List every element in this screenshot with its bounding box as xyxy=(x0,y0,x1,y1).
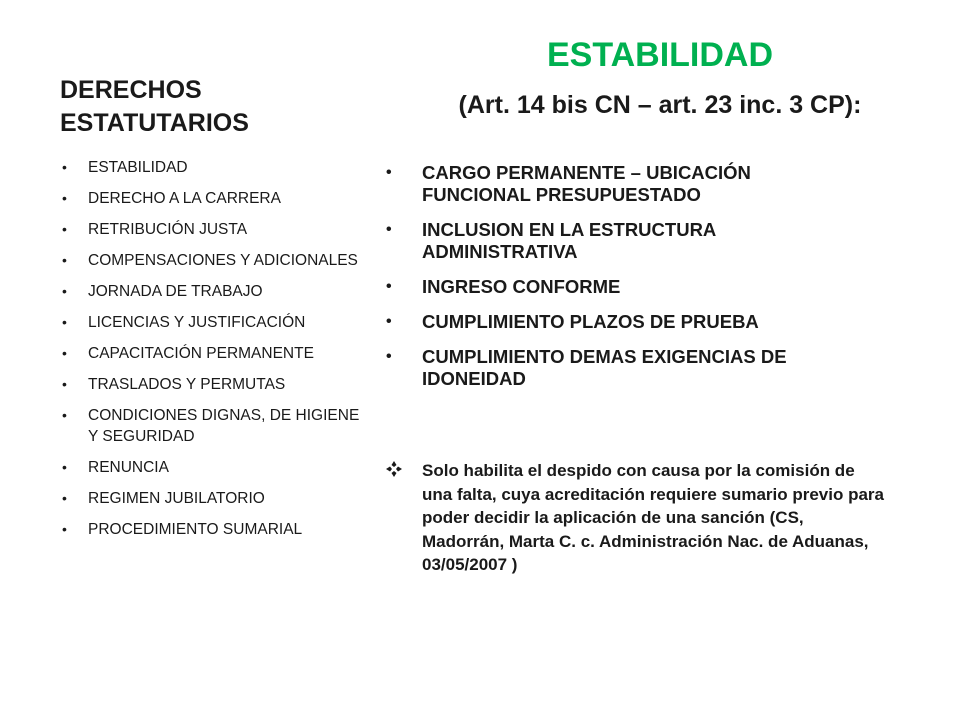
list-item-label: PROCEDIMIENTO SUMARIAL xyxy=(88,521,303,538)
jurisprudence-note xyxy=(384,459,884,577)
list-item-label: CUMPLIMIENTO DEMAS EXIGENCIAS DE IDONEIDAD xyxy=(422,346,787,389)
bullet-dot-icon: • xyxy=(62,345,67,361)
bullet-dot-icon: • xyxy=(386,313,392,330)
list-item xyxy=(60,188,360,209)
list-item xyxy=(60,519,360,540)
bullet-dot-icon: • xyxy=(62,459,67,475)
stability-requirements-list xyxy=(384,162,864,403)
bullet-dot-icon: • xyxy=(62,190,67,206)
list-item-label: CARGO PERMANENTE – UBICACIÓN FUNCIONAL PRESUPUESTADO xyxy=(422,162,751,205)
bullet-dot-icon: • xyxy=(62,376,67,392)
list-item xyxy=(384,162,864,206)
list-item-label: INCLUSION EN LA ESTRUCTURA ADMINISTRATIVA xyxy=(422,219,716,262)
note-text: Solo habilita el despido con causa por la comisión de una falta, cuya acreditación requiere sumario previo para poder decidir la aplicación de una sanción (CS, Madorrán, Marta C. c. Administración Nac. de Aduanas, 03/05/2007 ) xyxy=(422,461,885,574)
list-item-label: CUMPLIMIENTO PLAZOS DE PRUEBA xyxy=(422,311,759,332)
bullet-dot-icon: • xyxy=(62,283,67,299)
bullet-dot-icon: • xyxy=(62,490,67,506)
list-item xyxy=(60,374,360,395)
list-item xyxy=(60,250,360,271)
list-item xyxy=(384,219,864,263)
bullet-dot-icon: • xyxy=(62,252,67,268)
list-item-label: RETRIBUCIÓN JUSTA xyxy=(88,221,248,238)
bullet-dot-icon: • xyxy=(62,159,67,175)
bullet-dot-icon: • xyxy=(62,221,67,237)
bullet-dot-icon: • xyxy=(62,407,67,423)
list-item-label: TRASLADOS Y PERMUTAS xyxy=(88,376,286,393)
page-title: ESTABILIDAD xyxy=(546,36,774,74)
list-item xyxy=(60,281,360,302)
list-item-label: LICENCIAS Y JUSTIFICACIÓN xyxy=(88,314,306,331)
bullet-dot-icon: • xyxy=(386,164,392,181)
bullet-dot-icon: • xyxy=(386,221,392,238)
bullet-dot-icon: • xyxy=(62,314,67,330)
list-item-label: REGIMEN JUBILATORIO xyxy=(88,490,265,507)
list-item xyxy=(60,219,360,240)
left-heading: DERECHOS ESTATUTARIOS xyxy=(60,76,249,137)
list-item xyxy=(384,311,864,333)
list-item xyxy=(60,457,360,478)
four-diamond-icon xyxy=(386,461,402,477)
list-item-label: DERECHO A LA CARRERA xyxy=(88,190,281,207)
list-item xyxy=(384,346,864,390)
bullet-dot-icon: • xyxy=(386,278,392,295)
list-item-label: ESTABILIDAD xyxy=(88,159,188,176)
statutory-rights-list xyxy=(60,157,360,550)
list-item-label: COMPENSACIONES Y ADICIONALES xyxy=(88,252,358,269)
list-item-label: JORNADA DE TRABAJO xyxy=(88,283,263,300)
list-item xyxy=(60,343,360,364)
list-item xyxy=(60,157,360,178)
list-item xyxy=(60,312,360,333)
list-item xyxy=(60,405,360,447)
list-item-label: CAPACITACIÓN PERMANENTE xyxy=(88,345,314,362)
bullet-dot-icon: • xyxy=(62,521,67,537)
page-subtitle: (Art. 14 bis CN – art. 23 inc. 3 CP): xyxy=(458,91,862,119)
list-item-label: RENUNCIA xyxy=(88,459,169,476)
list-item-label: CONDICIONES DIGNAS, DE HIGIENE Y SEGURIDAD xyxy=(88,407,360,445)
bullet-dot-icon: • xyxy=(386,348,392,365)
list-item xyxy=(384,276,864,298)
list-item xyxy=(60,488,360,509)
list-item-label: INGRESO CONFORME xyxy=(422,276,621,297)
